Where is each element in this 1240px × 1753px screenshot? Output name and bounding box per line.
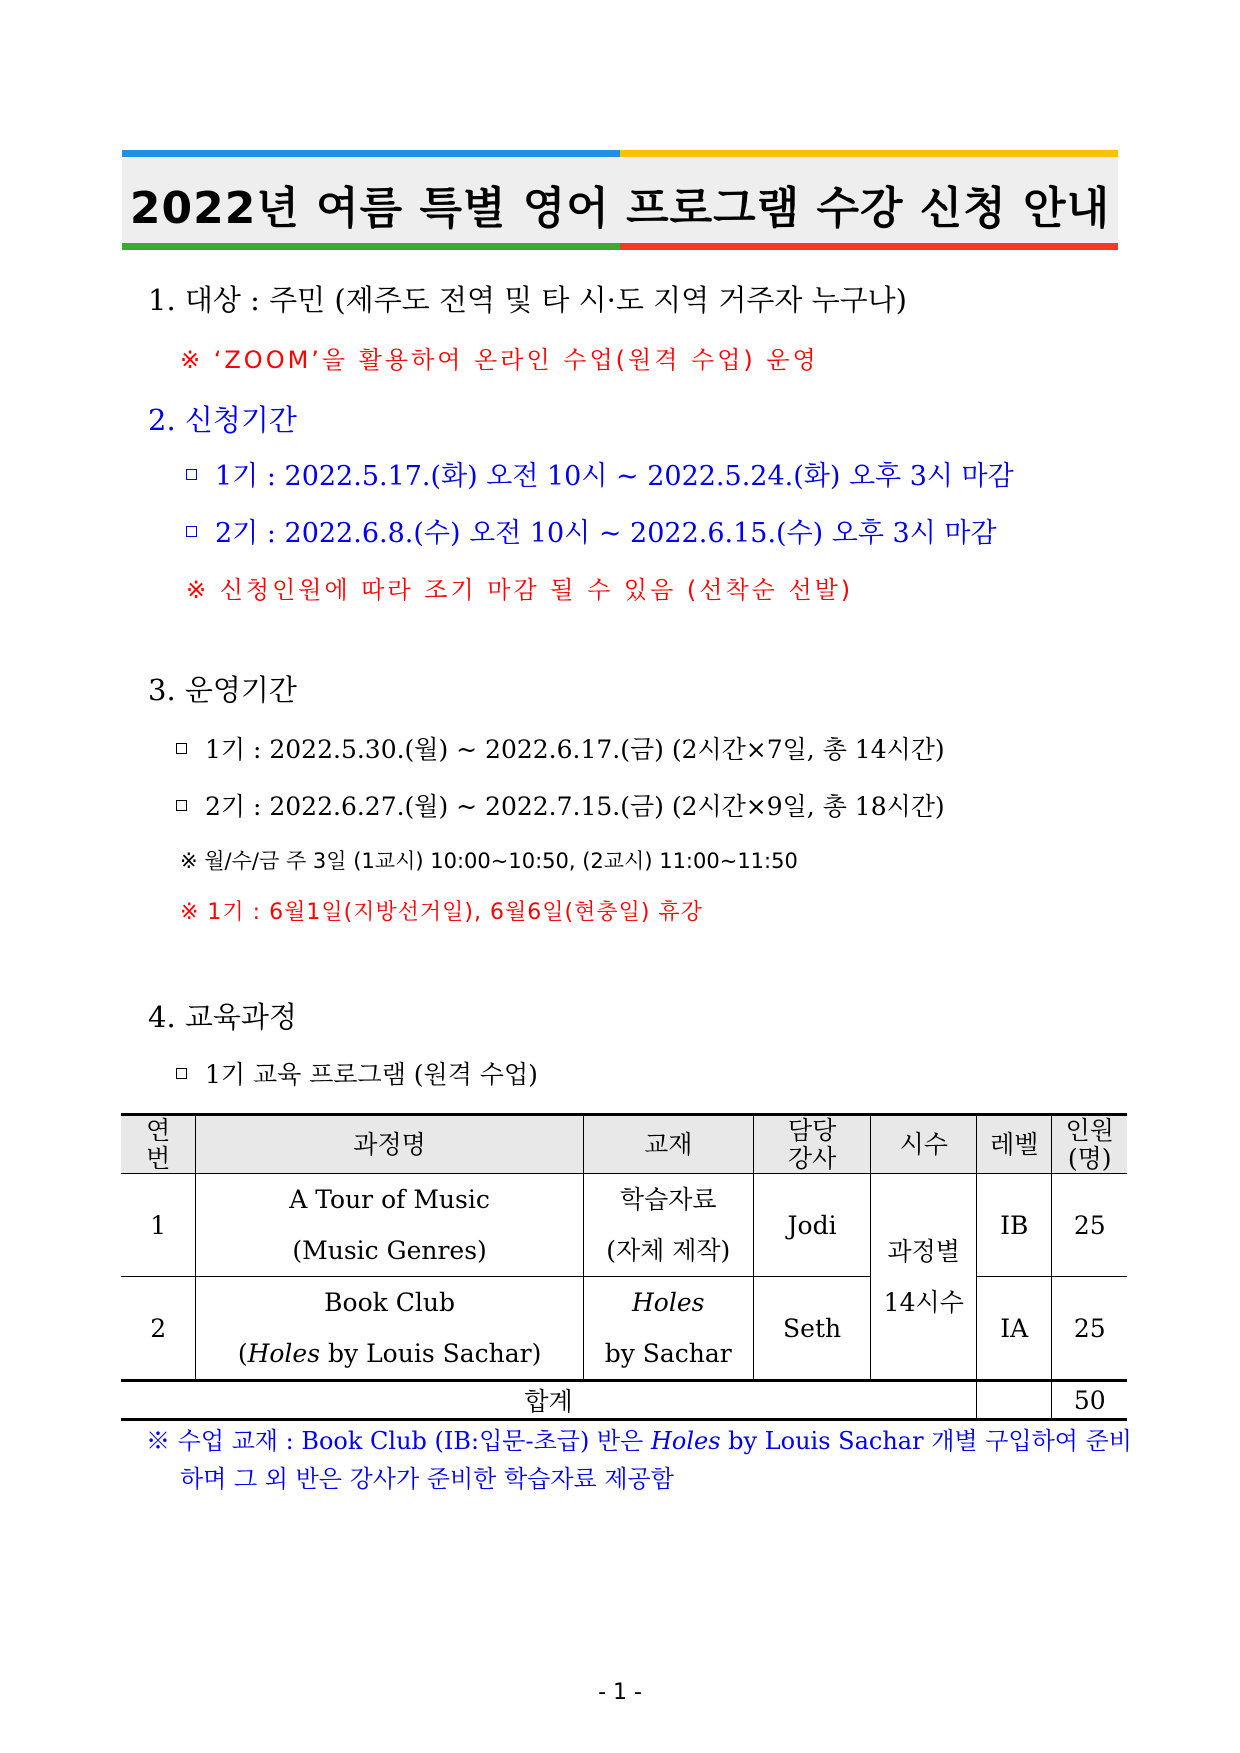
header-course: 과정명 [196,1115,583,1174]
section3-note2: ※ 1기 : 6월1일(지방선거일), 6월6일(현충일) 휴강 [180,900,703,925]
title-bar-bottom-red [620,243,1118,250]
section4-subheading-text: 1기 교육 프로그램 (원격 수업) [205,1060,538,1089]
section3-item1-text: 1기 : 2022.5.30.(월) ~ 2022.6.17.(금) (2시간×7일, 총 14시간) [205,735,945,764]
title-bar-top-blue [122,150,620,157]
row2-level: IA [977,1277,1052,1381]
row1-level: IB [977,1174,1052,1277]
section1-note: ※ ‘ZOOM’을 활용하여 온라인 수업(원격 수업) 운영 [180,346,819,374]
section3-note1: ※ 월/수/금 주 3일 (1교시) 10:00~10:50, (2교시) 11:00~11:50 [180,849,798,873]
header-level: 레벨 [977,1115,1052,1174]
row2-course: Book Club (Holes by Louis Sachar) [196,1277,583,1381]
section3-item2 [176,787,945,823]
total-label: 합계 [121,1381,977,1420]
square-bullet-icon [176,800,187,811]
page-number: - 1 - [598,1680,642,1705]
table-header-row [121,1115,1127,1174]
section2-item2-text: 2기 : 2022.6.8.(수) 오전 10시 ~ 2022.6.15.(수) 오후 3시 마감 [215,518,997,549]
title-bar-top-yellow [620,150,1118,157]
section2-note: ※ 신청인원에 따라 조기 마감 될 수 있음 (선착순 선발) [186,576,854,604]
table-note-line1: ※ 수업 교재 : Book Club (IB:입문-초급) 반은 Holes by Louis Sachar 개별 구입하여 준비 [146,1427,1132,1455]
section3-item1 [176,730,945,766]
square-bullet-icon [186,526,197,537]
row2-instructor: Seth [753,1277,871,1381]
table-row [121,1174,1127,1277]
row1-no: 1 [121,1174,196,1277]
section1-heading: 1. 대상 : 주민 (제주도 전역 및 타 시·도 지역 거주자 누구나) [148,283,907,317]
row1-course: A Tour of Music (Music Genres) [196,1174,583,1277]
total-level-blank [977,1381,1052,1420]
table-total-row [121,1381,1127,1420]
course-table [121,1113,1127,1421]
row2-material: Holes by Sachar [583,1277,753,1381]
section2-item1 [186,454,1014,493]
section3-item2-text: 2기 : 2022.6.27.(월) ~ 2022.7.15.(금) (2시간×9일, 총 18시간) [205,792,945,821]
hours-merged: 과정별 14시수 [871,1174,977,1381]
row2-capacity: 25 [1052,1277,1127,1381]
table-note-line2: 하며 그 외 반은 강사가 준비한 학습자료 제공함 [180,1465,674,1493]
header-hours: 시수 [871,1115,977,1174]
page-title: 2022년 여름 특별 영어 프로그램 수강 신청 안내 [129,183,1111,234]
section3-heading: 3. 운영기간 [148,673,297,707]
header-capacity: 인원 (명) [1052,1115,1127,1174]
section2-heading: 2. 신청기간 [148,403,297,437]
square-bullet-icon [176,743,187,754]
total-value: 50 [1052,1381,1127,1420]
row1-instructor: Jodi [753,1174,871,1277]
header-instructor: 담당 강사 [753,1115,871,1174]
table-row [121,1277,1127,1381]
row1-capacity: 25 [1052,1174,1127,1277]
section4-subheading [176,1055,538,1091]
square-bullet-icon [186,469,197,480]
title-bar-bottom-green [122,243,620,250]
row1-material: 학습자료 (자체 제작) [583,1174,753,1277]
title-box [122,150,1118,250]
header-material: 교재 [583,1115,753,1174]
section4-heading: 4. 교육과정 [148,1000,297,1034]
square-bullet-icon [176,1068,187,1079]
row2-no: 2 [121,1277,196,1381]
section2-item1-text: 1기 : 2022.5.17.(화) 오전 10시 ~ 2022.5.24.(화) 오후 3시 마감 [215,461,1014,492]
header-no: 연 번 [121,1115,196,1174]
section2-item2 [186,511,997,550]
